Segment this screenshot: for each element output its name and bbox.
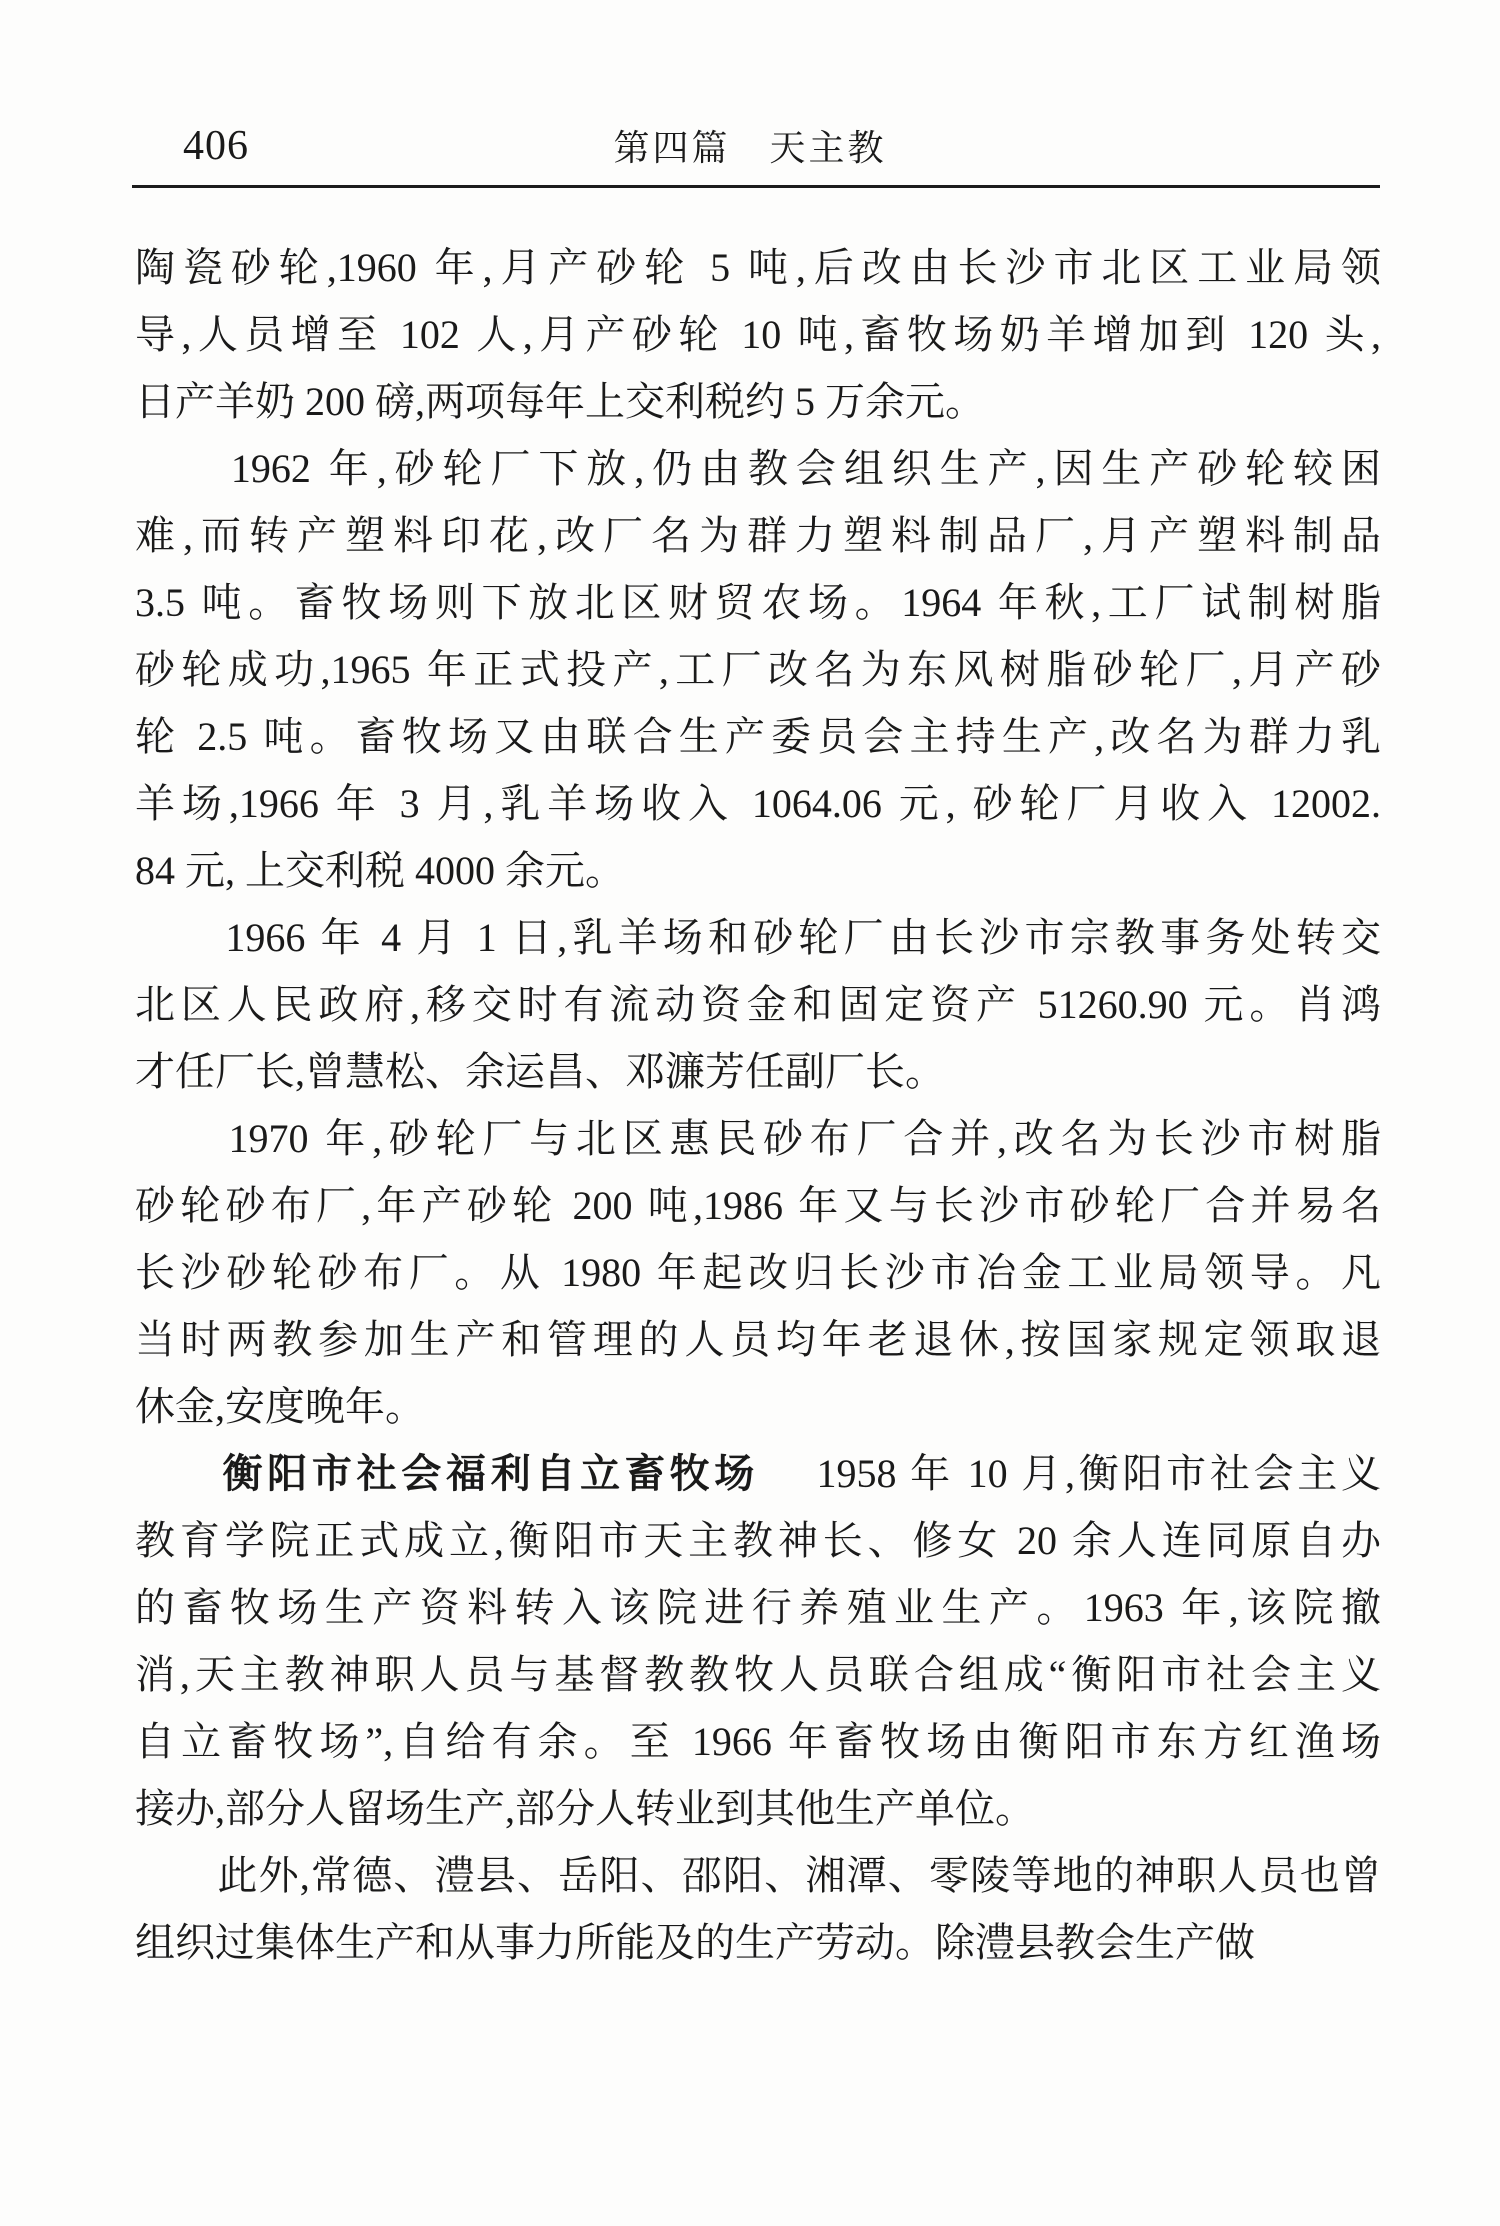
- paragraph: [135, 234, 1381, 435]
- text-line: 难,而转产塑料印花,改厂名为群力塑料制品厂,月产塑料制品: [135, 513, 1381, 558]
- page-body: [135, 234, 1381, 1976]
- text-line: 1962 年,砂轮厂下放,仍由教会组织生产,因生产砂轮较困: [135, 446, 1381, 491]
- text-line: 此外,常德、澧县、岳阳、邵阳、湘潭、零陵等地的神职人员也曾: [135, 1853, 1381, 1898]
- text-line: 自立畜牧场”,自给有余。至 1966 年畜牧场由衡阳市东方红渔场: [135, 1719, 1381, 1764]
- text-line: 接办,部分人留场生产,部分人转业到其他生产单位。: [135, 1786, 1035, 1831]
- text-line: 的畜牧场生产资料转入该院进行养殖业生产。1963 年,该院撤: [135, 1585, 1381, 1630]
- text-line: 组织过集体生产和从事力所能及的生产劳动。除澧县教会生产做: [135, 1920, 1255, 1965]
- text-line: 教育学院正式成立,衡阳市天主教神长、修女 20 余人连同原自办: [135, 1518, 1381, 1563]
- text-line: 才任厂长,曾慧松、余运昌、邓濂芳任副厂长。: [135, 1049, 945, 1094]
- paragraph: [135, 1105, 1381, 1440]
- text-line: 休金,安度晚年。: [135, 1384, 425, 1429]
- text-line: 羊场,1966 年 3 月,乳羊场收入 1064.06 元, 砂轮厂月收入 12002.: [135, 781, 1381, 826]
- section-heading: 衡阳市社会福利自立畜牧场: [222, 1452, 760, 1496]
- text-line: 1966 年 4 月 1 日,乳羊场和砂轮厂由长沙市宗教事务处转交: [135, 915, 1381, 960]
- text-line: 消,天主教神职人员与基督教教牧人员联合组成“衡阳市社会主义: [135, 1652, 1381, 1697]
- text-line: 当时两教参加生产和管理的人员均年老退休,按国家规定领取退: [135, 1317, 1381, 1362]
- text-line: 砂轮成功,1965 年正式投产,工厂改名为东风树脂砂轮厂,月产砂: [135, 647, 1381, 692]
- text-line: 1970 年,砂轮厂与北区惠民砂布厂合并,改名为长沙市树脂: [135, 1116, 1381, 1161]
- text-line-with-heading: 衡阳市社会福利自立畜牧场 1958 年 10 月,衡阳市社会主义: [222, 1451, 1381, 1496]
- paragraph: [135, 435, 1381, 904]
- text-line: 导,人员增至 102 人,月产砂轮 10 吨,畜牧场奶羊增加到 120 头,: [135, 312, 1381, 357]
- paragraph: [135, 1440, 1381, 1842]
- text-line: 3.5 吨。畜牧场则下放北区财贸农场。1964 年秋,工厂试制树脂: [135, 580, 1381, 625]
- text-line: 砂轮砂布厂,年产砂轮 200 吨,1986 年又与长沙市砂轮厂合并易名: [135, 1183, 1381, 1228]
- text-line: 日产羊奶 200 磅,两项每年上交利税约 5 万余元。: [135, 379, 985, 424]
- text-line: 长沙砂轮砂布厂。从 1980 年起改归长沙市冶金工业局领导。凡: [135, 1250, 1381, 1295]
- text-line: 陶瓷砂轮,1960 年,月产砂轮 5 吨,后改由长沙市北区工业局领: [135, 245, 1381, 290]
- header-rule: [132, 185, 1380, 188]
- paragraph: [135, 904, 1381, 1105]
- paragraph: [135, 1842, 1381, 1976]
- text-line: 84 元, 上交利税 4000 余元。: [135, 848, 625, 893]
- text-line: 北区人民政府,移交时有流动资金和固定资产 51260.90 元。肖鸿: [135, 982, 1381, 1027]
- page-number: 406: [183, 123, 249, 169]
- running-title: 第四篇 天主教: [613, 128, 887, 168]
- text-line: 轮 2.5 吨。畜牧场又由联合生产委员会主持生产,改名为群力乳: [135, 714, 1381, 759]
